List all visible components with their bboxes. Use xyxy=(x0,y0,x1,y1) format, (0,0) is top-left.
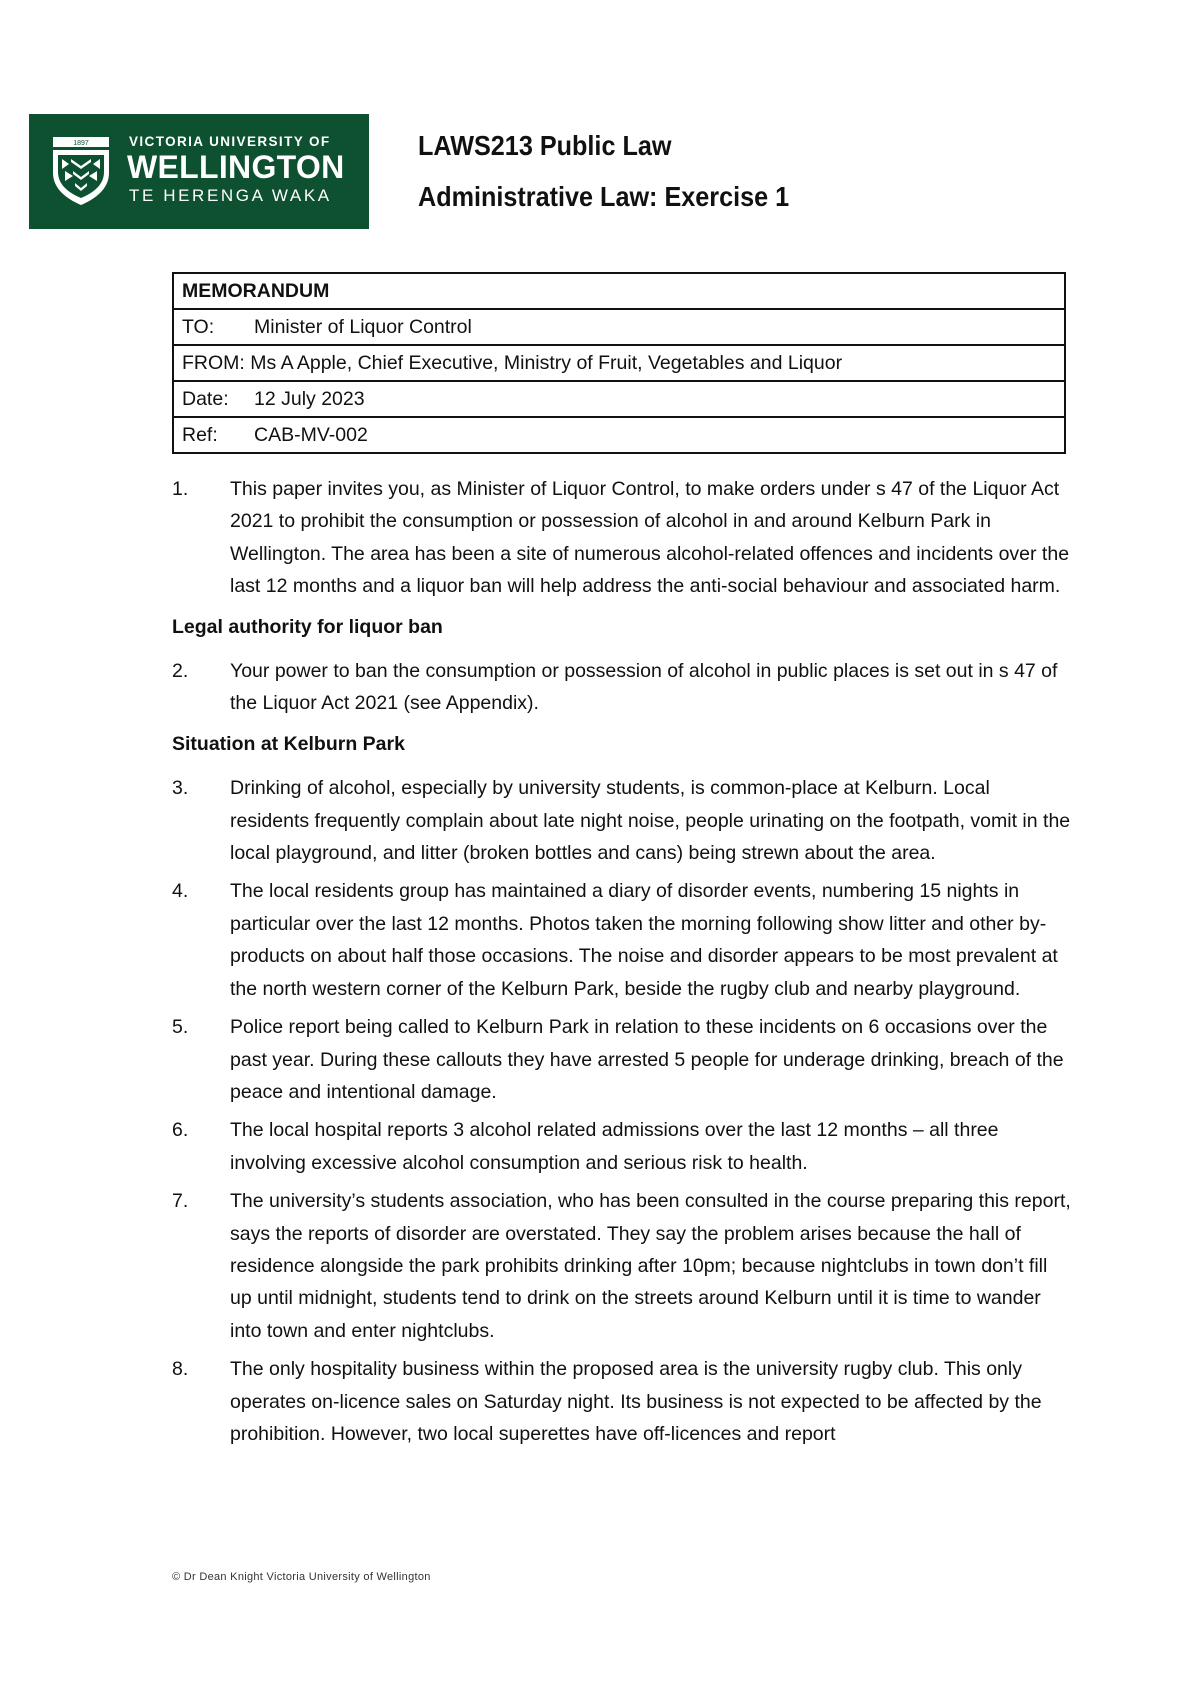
paragraph-4 xyxy=(172,875,1072,1005)
logo-line-2: WELLINGTON xyxy=(127,149,345,185)
memorandum-table xyxy=(172,272,1066,454)
paragraph-text: Drinking of alcohol, especially by university students, is common-place at Kelburn. Local residents frequently complain about late night noise, people urinating on the footpath, vomit in the local playground, and litter (broken bottles and cans) being strewn about the area. xyxy=(230,777,1071,865)
paragraph-number: 7. xyxy=(172,1190,189,1213)
paragraph-text: The local residents group has maintained a diary of disorder events, numbering 15 nights in particular over the last 12 months. Photos taken the morning following show litter and other by-products on about half those occasions. The noise and disorder appears to be most prevalent at the north western corner of the Kelburn Park, beside the rugby club and nearby playground. xyxy=(230,880,1058,1000)
memo-ref-label: Ref: xyxy=(182,423,218,446)
paragraph-number: 3. xyxy=(172,777,189,800)
paragraph-number: 4. xyxy=(172,880,189,903)
paragraph-1 xyxy=(172,473,1072,603)
paragraph-text: The local hospital reports 3 alcohol related admissions over the last 12 months – all three involving excessive alcohol consumption and serious risk to health. xyxy=(230,1119,999,1174)
paragraph-5 xyxy=(172,1011,1072,1108)
paragraph-text: Police report being called to Kelburn Park in relation to these incidents on 6 occasions over the past year. During these callouts they have arrested 5 people for underage drinking, breach of the peace and intentional damage. xyxy=(230,1016,1064,1103)
paragraph-text: The university’s students association, who has been consulted in the course preparing this report, says the reports of disorder are overstated. They say the problem arises because the hall of residence alongside the park prohibits drinking after 10pm; because nightclubs in town don’t fill up until midnight, students tend to drink on the streets around Kelburn until it is time to wander into town and enter nightclubs. xyxy=(230,1190,1071,1342)
university-logo xyxy=(29,114,369,229)
memo-body xyxy=(172,473,1072,1456)
logo-line-1: VICTORIA UNIVERSITY OF xyxy=(129,134,331,149)
paragraph-text: Your power to ban the consumption or possession of alcohol in public places is set out in s 47 of the Liquor Act 2021 (see Appendix). xyxy=(230,660,1058,715)
memo-from-row xyxy=(173,345,1065,381)
paragraph-text: The only hospitality business within the proposed area is the university rugby club. This only operates on-licence sales on Saturday night. Its business is not expected to be affected by the prohibition. However, two local superettes have off-licences and report xyxy=(230,1358,1042,1445)
paragraph-6 xyxy=(172,1114,1072,1179)
crest-year: 1897 xyxy=(73,140,89,147)
paragraph-number: 2. xyxy=(172,660,189,683)
paragraph-number: 1. xyxy=(172,478,189,500)
memo-heading: MEMORANDUM xyxy=(173,273,1065,309)
memo-from-label: FROM: xyxy=(182,351,245,374)
paragraph-7 xyxy=(172,1185,1072,1347)
paragraph-2 xyxy=(172,655,1072,720)
paragraph-text: This paper invites you, as Minister of Liquor Control, to make orders under s 47 of the Liquor Act 2021 to prohibit the consumption or possession of alcohol in and around Kelburn Park in Wellington. The area has been a site of numerous alcohol-related offences and incidents over the last 12 months and a liquor ban will help address the anti-social behaviour and associated harm. xyxy=(230,478,1070,598)
crest-icon xyxy=(49,135,113,207)
paragraph-number: 6. xyxy=(172,1119,189,1142)
memo-to-label: TO: xyxy=(182,315,215,338)
memo-to-row xyxy=(173,309,1065,345)
paragraph-number: 8. xyxy=(172,1358,189,1381)
memo-date-value: 12 July 2023 xyxy=(254,387,365,410)
memo-from-value: Ms A Apple, Chief Executive, Ministry of Fruit, Vegetables and Liquor xyxy=(250,351,843,374)
logo-line-3: TE HERENGA WAKA xyxy=(129,186,332,205)
exercise-title: Administrative Law: Exercise 1 xyxy=(418,181,790,212)
paragraph-8 xyxy=(172,1353,1072,1450)
memo-date-row xyxy=(173,381,1065,417)
memo-ref-value: CAB-MV-002 xyxy=(254,423,368,446)
page-footer: © Dr Dean Knight Victoria University of Wellington xyxy=(172,1571,431,1583)
paragraph-number: 5. xyxy=(172,1016,189,1039)
course-title: LAWS213 Public Law xyxy=(418,130,672,161)
memo-to-value: Minister of Liquor Control xyxy=(254,315,472,338)
paragraph-3 xyxy=(172,772,1072,869)
memo-ref-row xyxy=(173,417,1065,453)
heading-legal-authority: Legal authority for liquor ban xyxy=(172,615,443,638)
heading-situation: Situation at Kelburn Park xyxy=(172,732,405,755)
memo-date-label: Date: xyxy=(182,387,229,410)
